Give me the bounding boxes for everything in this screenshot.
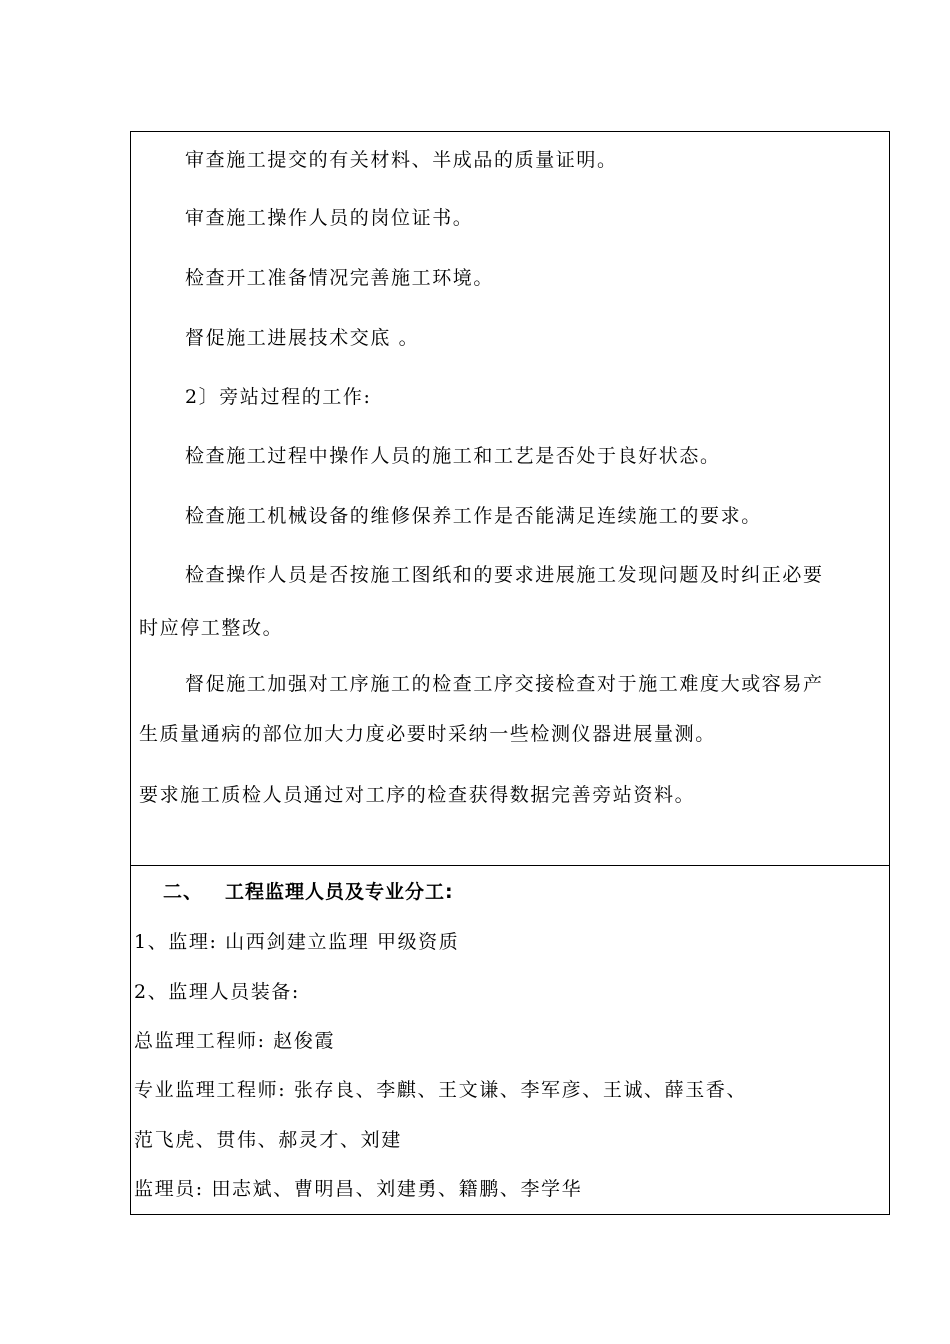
- duty-line: 检查开工准备情况完善施工环境。: [185, 267, 495, 289]
- staffing-heading: 2、监理人员装备:: [134, 981, 300, 1003]
- duty-line: 检查操作人员是否按施工图纸和的要求进展施工发现问题及时纠正必要: [185, 564, 824, 586]
- duty-line: 督促施工进展技术交底 。: [185, 327, 420, 349]
- chief-engineer: 总监理工程师: 赵俊霞: [134, 1030, 336, 1052]
- subheading-line: 2〕旁站过程的工作:: [185, 386, 372, 408]
- supervisor-company: 1、监理: 山西剑建立监理 甲级资质: [134, 931, 460, 953]
- duty-line: 督促施工加强对工序施工的检查工序交接检查对于施工难度大或容易产: [185, 673, 824, 695]
- section-number: 二、: [163, 881, 204, 903]
- document-table: [130, 131, 890, 1215]
- specialist-engineers: 专业监理工程师: 张存良、李麒、王文谦、李军彦、王诚、薛玉香、: [134, 1079, 748, 1101]
- duty-line: 检查施工过程中操作人员的施工和工艺是否处于良好状态。: [185, 445, 721, 467]
- section-heading: [163, 880, 454, 904]
- duty-line: 审查施工提交的有关材料、半成品的质量证明。: [185, 149, 618, 171]
- specialist-engineers-cont: 范飞虎、贯伟、郝灵才、刘建: [134, 1129, 402, 1151]
- duty-line: 审查施工操作人员的岗位证书。: [185, 207, 474, 229]
- duty-line: 检查施工机械设备的维修保养工作是否能满足连续施工的要求。: [185, 505, 762, 527]
- duty-line: 生质量通病的部位加大力度必要时采纳一些检测仪器进展量测。: [139, 723, 716, 745]
- duty-line: 时应停工整改。: [139, 617, 284, 639]
- supervision-duties-cell: [131, 132, 889, 866]
- section-title: 工程监理人员及专业分工:: [225, 881, 454, 903]
- duty-line: 要求施工质检人员通过对工序的检查获得数据完善旁站资料。: [139, 784, 696, 806]
- supervisors: 监理员: 田志斌、曹明昌、刘建勇、籍鹏、李学华: [134, 1178, 583, 1200]
- personnel-cell: [131, 866, 889, 1214]
